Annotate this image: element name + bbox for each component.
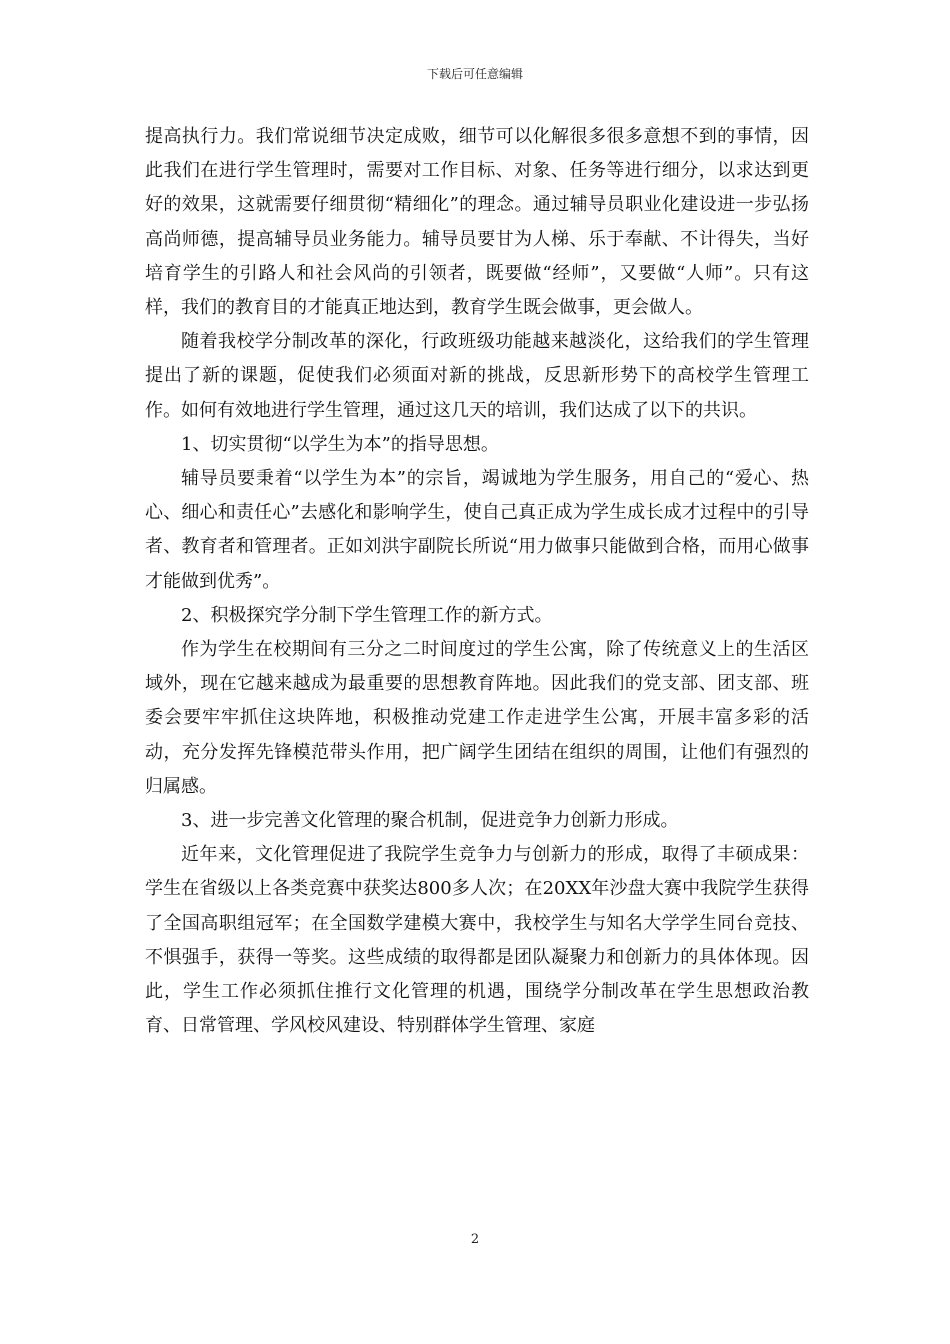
paragraph-continuation: 提高执行力。我们常说细节决定成败，细节可以化解很多很多意想不到的事情，因此我们在进行学生管理时，需要对工作目标、对象、任务等进行细分，以求达到更好的效果，这就需要仔细贯彻“精细化”的理念。通过辅导员职业化建设进一步弘扬高尚师德，提高辅导员业务能力。辅导员要甘为人梯、乐于奉献、不计得失，当好培育学生的引路人和社会风尚的引领者，既要做“经师”，又要做“人师”。只有这样，我们的教育目的才能真正地达到，教育学生既会做事，更会做人。 bbox=[145, 126, 809, 319]
paragraph: 近年来，文化管理促进了我院学生竞争力与创新力的形成，取得了丰硕成果：学生在省级以上各类竞赛中获奖达800多人次；在20XX年沙盘大赛中我院学生获得了全国高职组冠军；在全国数学建模大赛中，我校学生与知名大学学生同台竞技、不惧强手，获得一等奖。这些成绩的取得都是团队凝聚力和创新力的具体体现。因此，学生工作必须抓住推行文化管理的机遇，围绕学分制改革在学生思想政治教育、日常管理、学风校风建设、特别群体学生管理、家庭 bbox=[145, 844, 809, 1037]
page-header: 下载后可任意编辑 bbox=[426, 67, 523, 81]
paragraph: 作为学生在校期间有三分之二时间度过的学生公寓，除了传统意义上的生活区域外，现在它越来越成为最重要的思想教育阵地。因此我们的党支部、团支部、班委会要牢牢抓住这块阵地，积极推动党建工作走进学生公寓，开展丰富多彩的活动，充分发挥先锋模范带头作用，把广阔学生团结在组织的周围，让他们有强烈的归属感。 bbox=[145, 639, 809, 797]
paragraph: 随着我校学分制改革的深化，行政班级功能越来越淡化，这给我们的学生管理提出了新的课题，促使我们必须面对新的挑战，反思新形势下的高校学生管理工作。如何有效地进行学生管理，通过这几天的培训，我们达成了以下的共识。 bbox=[145, 331, 809, 421]
section-heading-3: 3、进一步完善文化管理的聚合机制，促进竞争力创新力形成。 bbox=[181, 810, 679, 832]
document-body bbox=[145, 120, 809, 1043]
page-number: 2 bbox=[470, 1232, 480, 1247]
section-heading-2: 2、积极探究学分制下学生管理工作的新方式。 bbox=[181, 604, 553, 626]
paragraph: 辅导员要秉着“以学生为本”的宗旨，竭诚地为学生服务，用自己的“爱心、热心、细心和责任心”去感化和影响学生，使自己真正成为学生成长成才过程中的引导者、教育者和管理者。正如刘洪宇副院长所说“用力做事只能做到合格，而用心做事才能做到优秀”。 bbox=[145, 468, 809, 592]
section-heading-1: 1、切实贯彻“以学生为本”的指导思想。 bbox=[181, 433, 499, 455]
